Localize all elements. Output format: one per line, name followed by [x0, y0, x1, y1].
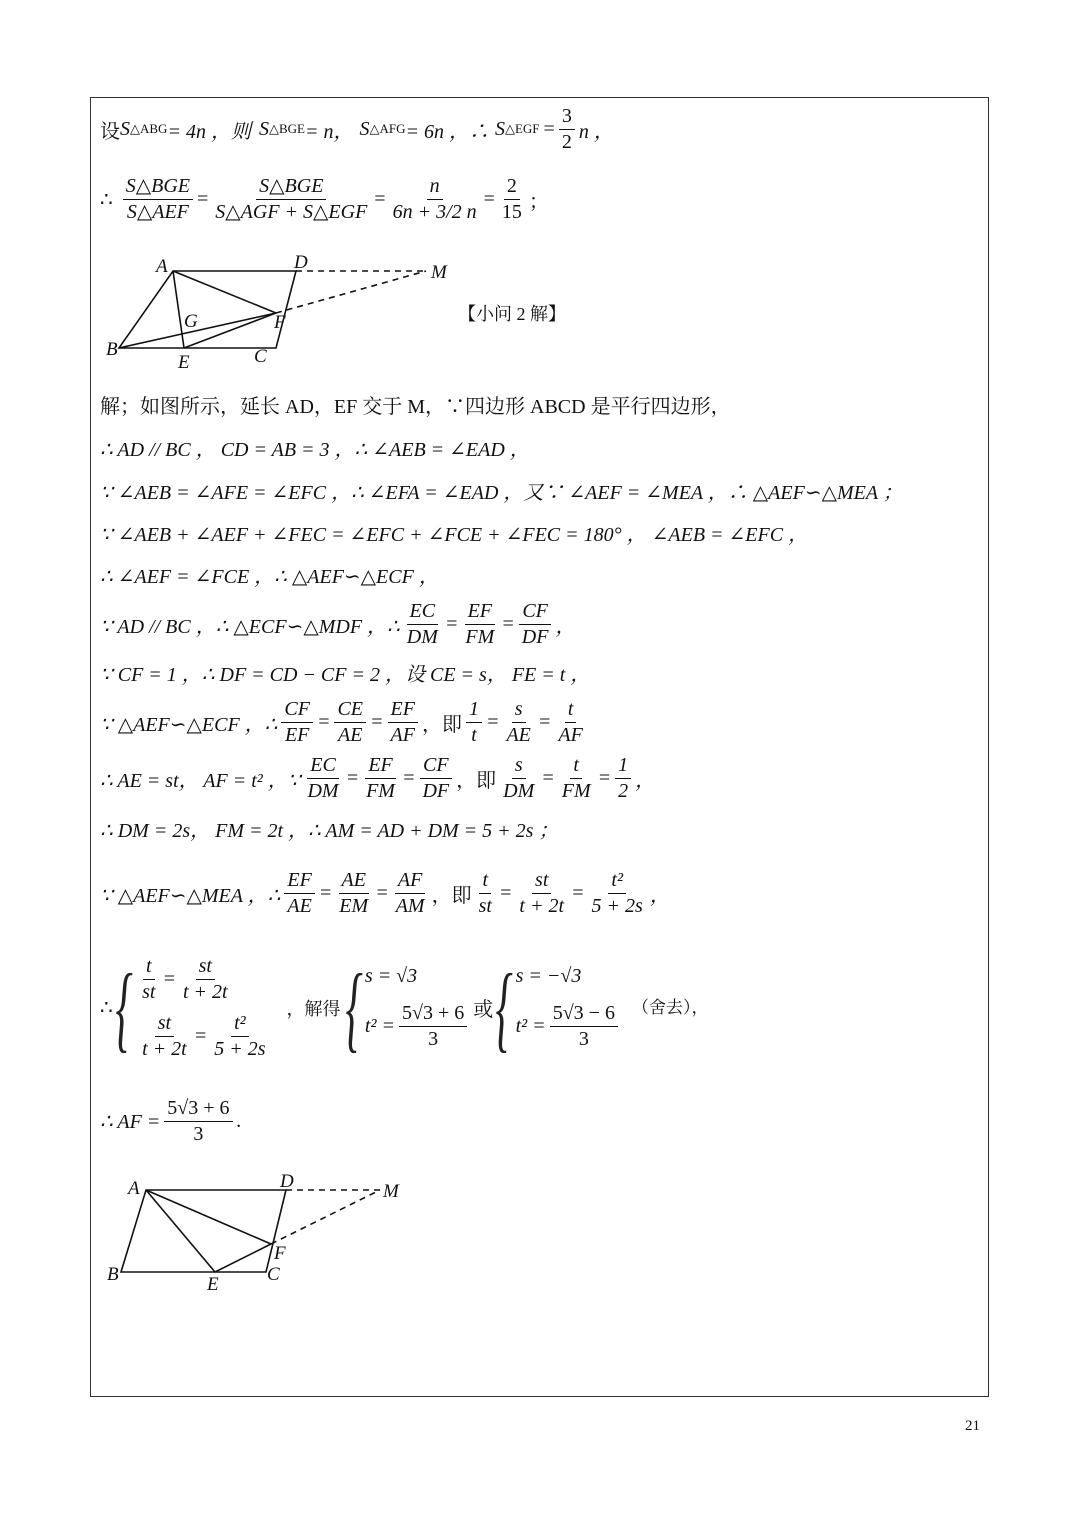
solution-1: s = √3 t² = $\frac{5√3 + 6}{3}$ [365, 965, 471, 1051]
subscript: △EGF [504, 121, 540, 136]
fraction: EC DM [406, 599, 438, 648]
fraction: 2 15 [501, 174, 522, 223]
solution-line-7: ∵ CF = 1 ，∴ DF = CD − CF = 2 ，设 CE = s， FE = t ， [100, 663, 591, 686]
symbol-s: S [494, 117, 505, 140]
subscript: △ABG [130, 121, 168, 136]
parallelogram-figure-2 [100, 1170, 420, 1295]
symbol-s: S [258, 117, 269, 140]
label-b: B [106, 339, 118, 360]
solution-line-9: ∴ AE = st， AF = t² ，∵ EC DM = EF FM = CF DF ，即 s DM = t FM = 1 2 ， [100, 753, 656, 802]
segment-af [173, 271, 276, 313]
equation-system-line: ∴ { t st = st t + 2t st t + 2t = t² 5 + 2s ，解得 { s = √3 t² = $\frac{5√3 + 6}{3}$ 或 { s = −√3 t² = $\frac{5√3 - 6}{3}$ （舍去）， [100, 953, 709, 1061]
fraction: n 6n + 3/2 n [392, 174, 477, 223]
left-brace: { [495, 953, 514, 1061]
label-c: C [267, 1264, 280, 1285]
area-assumption-line [100, 104, 614, 154]
subscript: △AFG [369, 121, 406, 136]
label-g: G [184, 311, 198, 332]
segment-ae [173, 271, 184, 348]
label-a: A [156, 256, 168, 277]
equation-part: n ， [578, 120, 614, 143]
symbol-s: S [359, 117, 370, 140]
fraction: EF AF [388, 698, 418, 747]
left-brace: { [115, 953, 133, 1061]
fraction: CF EF [281, 698, 313, 747]
fraction: AF AM [395, 868, 425, 917]
equation-part: = 4n ，则 [167, 120, 251, 143]
extension-fm [276, 271, 426, 313]
left-brace: { [345, 953, 363, 1061]
label-m: M [383, 1181, 399, 1202]
fraction: S△BGE S△AGF + S△EGF [215, 174, 368, 223]
solution-line-3: ∵ ∠AEB = ∠AFE = ∠EFC ，∴ ∠EFA = ∠EAD ，又∵ ∠AEF = ∠MEA ，∴ △AEF∽△MEA ； [100, 481, 903, 504]
solution-line-8: ∵ △AEF∽△ECF ，∴ CF EF = CE AE = EF AF ，即 1 t = s AE = t AF [100, 692, 590, 752]
fraction: EF FM [366, 753, 395, 802]
segment-ef [215, 1244, 271, 1272]
symbol-s: S [120, 117, 130, 140]
equation-part: = n， [304, 120, 354, 143]
segment-ae [146, 1190, 215, 1272]
fraction: t FM [561, 753, 591, 802]
fraction: t² 5 + 2s [591, 868, 643, 917]
fraction: CF DF [519, 600, 552, 649]
segment-af [146, 1190, 271, 1244]
subscript: △BGE [268, 121, 305, 136]
equation-system: t st = st t + 2t st t + 2t = t² 5 + 2s [142, 954, 266, 1060]
fraction: EC DM [307, 753, 339, 802]
fraction: $\frac{5√3 + 6}{3}$ [164, 1097, 232, 1146]
fraction: S△BGE S△AEF [123, 175, 193, 224]
sub-question-heading: 【小问 2 解】 [458, 304, 566, 324]
page-number: 21 [965, 1418, 980, 1434]
fraction: s AE [506, 697, 531, 746]
fraction: 1 2 [615, 754, 631, 803]
solution-line-10: ∴ DM = 2s， FM = 2t ，∴ AM = AD + DM = 5 + 2s ； [100, 819, 559, 842]
label-c: C [254, 346, 267, 367]
fraction: 1 t [466, 698, 482, 747]
area-ratio-line: ∴ S△BGE S△AEF = S△BGE S△AGF + S△EGF = n 6n + 3/2 n = 2 15 ； [100, 174, 549, 223]
fraction: CF DF [419, 754, 452, 803]
label-a: A [128, 1178, 140, 1199]
solution-line-6: ∵ AD // BC ，∴ △ECF∽△MDF ，∴ EC DM = EF FM = CF DF ， [100, 599, 576, 648]
label-b: B [107, 1264, 119, 1285]
fraction: s DM [503, 753, 535, 802]
equation-part: = 6n ，∴ [405, 120, 489, 143]
fraction: t st [478, 868, 492, 917]
solution-line-5: ∴ ∠AEF = ∠FCE ，∴ △AEF∽△ECF ， [100, 565, 439, 588]
label-d: D [280, 1171, 294, 1192]
fraction: EF AE [284, 869, 314, 918]
solution-line-1: 解；如图所示，延长 AD，EF 交于 M，∵四边形 ABCD 是平行四边形， [100, 395, 731, 418]
fraction: AE EM [339, 868, 369, 917]
solution-line-4: ∵ ∠AEB + ∠AEF + ∠FEC = ∠EFC + ∠FCE + ∠FEC = 180° ， ∠AEB = ∠EFC ， [100, 523, 809, 546]
equals-sign: = [543, 117, 555, 140]
fraction: t AF [558, 697, 583, 746]
parallelogram-outline [121, 1190, 286, 1272]
label-f: F [274, 1243, 286, 1264]
fraction: $\frac{3}{2}$ [559, 105, 575, 154]
text-prefix: 设 [100, 120, 120, 143]
fraction: st t + 2t [519, 868, 565, 917]
label-e: E [178, 352, 190, 373]
punctuation: ； [528, 190, 549, 213]
parallelogram-figure-1 [100, 250, 460, 375]
label-d: D [294, 252, 308, 273]
label-e: E [207, 1274, 219, 1295]
fraction: CE AE [334, 698, 366, 747]
label-m: M [431, 262, 447, 283]
solution-2: s = −√3 t² = $\frac{5√3 - 6}{3}$ [516, 965, 622, 1051]
solution-line-11: ∵ △AEF∽△MEA ，∴ EF AE = AE EM = AF AM ，即 t st = st t + 2t = t² 5 + 2s ， [100, 868, 670, 917]
fraction: EF FM [465, 599, 495, 648]
extension-fm [271, 1190, 380, 1244]
final-answer-line: ∴ AF = $\frac{5√3 + 6}{3}$ . [100, 1096, 242, 1145]
label-f: F [274, 312, 286, 333]
solution-line-2: ∴ AD // BC ， CD = AB = 3 ，∴ ∠AEB = ∠EAD ， [100, 438, 530, 461]
therefore-symbol: ∴ [100, 188, 113, 211]
